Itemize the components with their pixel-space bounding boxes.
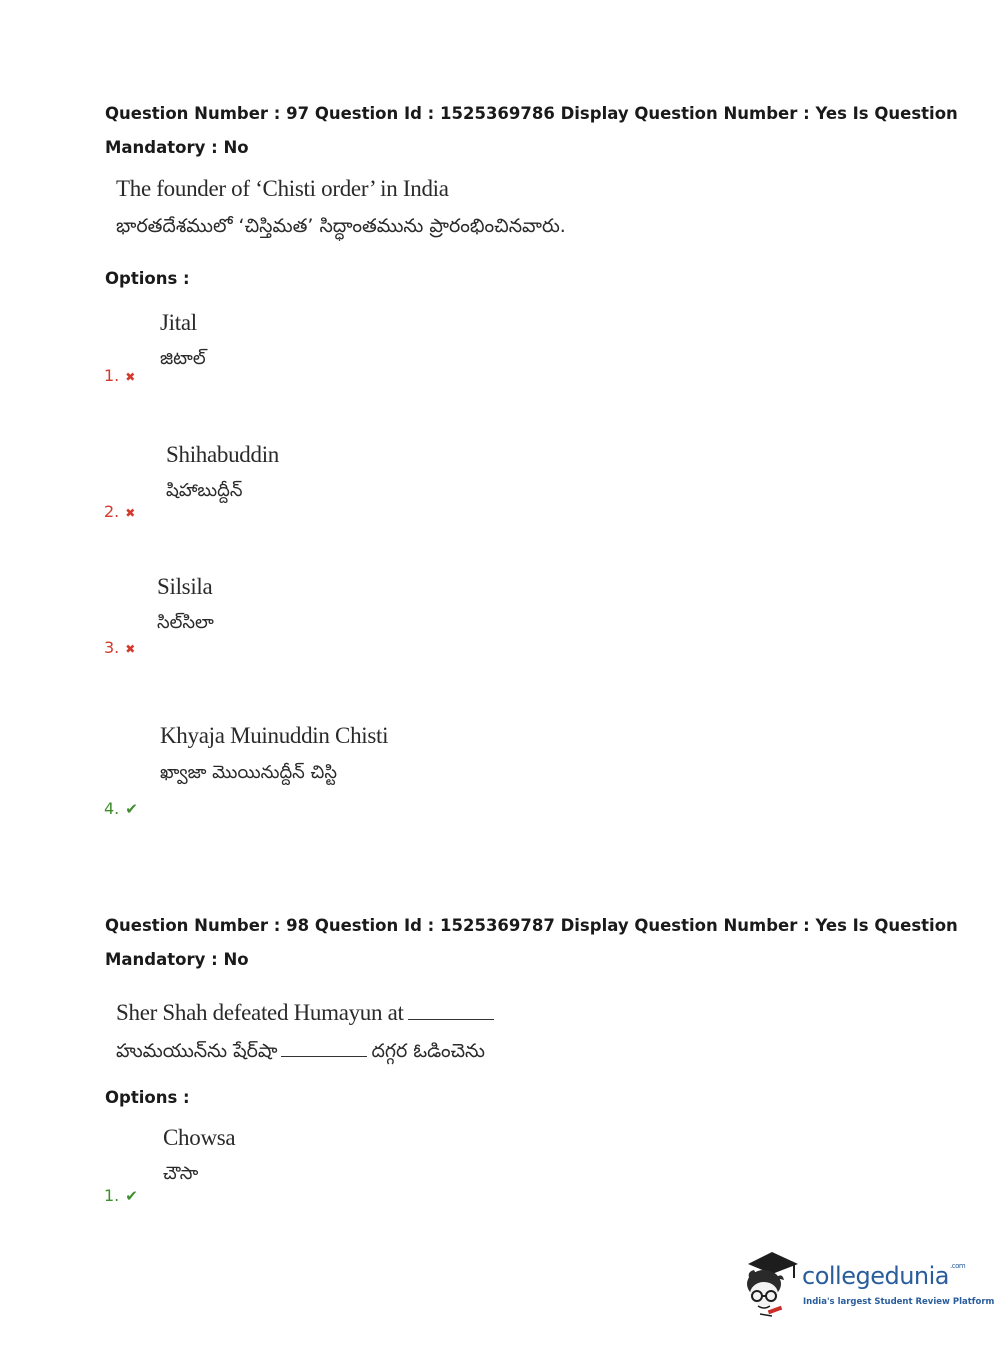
q97-option-3-text-te: సిల్‌సిలా — [157, 612, 214, 633]
question-98-meta-line-2: Mandatory : No — [105, 950, 249, 969]
wrong-cross-icon: ✖ — [125, 506, 136, 520]
logo-suffix: .com — [950, 1262, 966, 1270]
wrong-cross-icon: ✖ — [125, 642, 136, 656]
question-97-text-te: భారతదేశములో ‘చిస్తిమత’ సిద్ధాంతమును ప్రారంభించినవారు. — [116, 215, 566, 237]
correct-check-icon: ✔ — [125, 800, 138, 818]
question-98-options-label: Options : — [105, 1088, 190, 1107]
question-97-options-label: Options : — [105, 269, 190, 288]
q97-option-2-text-te: షిహాబుద్దీన్ — [166, 480, 243, 501]
question-98-meta-line-1: Question Number : 98 Question Id : 1525369787 Display Question Number : Yes Is Question — [105, 916, 958, 935]
wrong-cross-icon: ✖ — [125, 370, 136, 384]
q97-option-3-text-en: Silsila — [157, 574, 213, 599]
q97-option-1-text-en: Jital — [160, 310, 197, 335]
question-98-text-te: హుమయున్‌ను షేర్‌షా దగ్గర ఓడించెను — [116, 1040, 485, 1062]
q98-option-1-text-te: చౌసా — [163, 1163, 199, 1184]
answer-blank — [281, 1038, 367, 1057]
q98-option-1-text-en: Chowsa — [163, 1125, 236, 1150]
q98-option-1-number: 1. ✔ — [104, 1186, 138, 1205]
question-97-meta-line-2: Mandatory : No — [105, 138, 249, 157]
q97-option-1-number: 1. ✖ — [104, 366, 136, 385]
question-97-meta-line-1: Question Number : 97 Question Id : 1525369786 Display Question Number : Yes Is Question — [105, 104, 958, 123]
q97-option-4-text-te: ఖ్వాజా మొయినుద్దీన్ చిస్టి — [160, 762, 337, 783]
question-97-text-en: The founder of ‘Chisti order’ in India — [116, 176, 449, 201]
answer-blank — [408, 1001, 494, 1020]
q97-option-2-number: 2. ✖ — [104, 502, 136, 521]
logo-tagline: India's largest Student Review Platform — [803, 1297, 995, 1307]
q97-option-1-text-te: జిటాల్ — [160, 348, 206, 369]
logo-wordmark: collegedunia$^{.com}$ — [802, 1262, 966, 1290]
q97-option-2-text-en: Shihabuddin — [166, 442, 279, 467]
collegedunia-logo — [742, 1250, 995, 1320]
correct-check-icon: ✔ — [125, 1187, 138, 1205]
q97-option-3-number: 3. ✖ — [104, 638, 136, 657]
q97-option-4-text-en: Khyaja Muinuddin Chisti — [160, 723, 389, 748]
student-mascot-icon — [742, 1250, 802, 1320]
q97-option-4-number: 4. ✔ — [104, 799, 138, 818]
question-98-text-en: Sher Shah defeated Humayun at — [116, 1000, 498, 1026]
